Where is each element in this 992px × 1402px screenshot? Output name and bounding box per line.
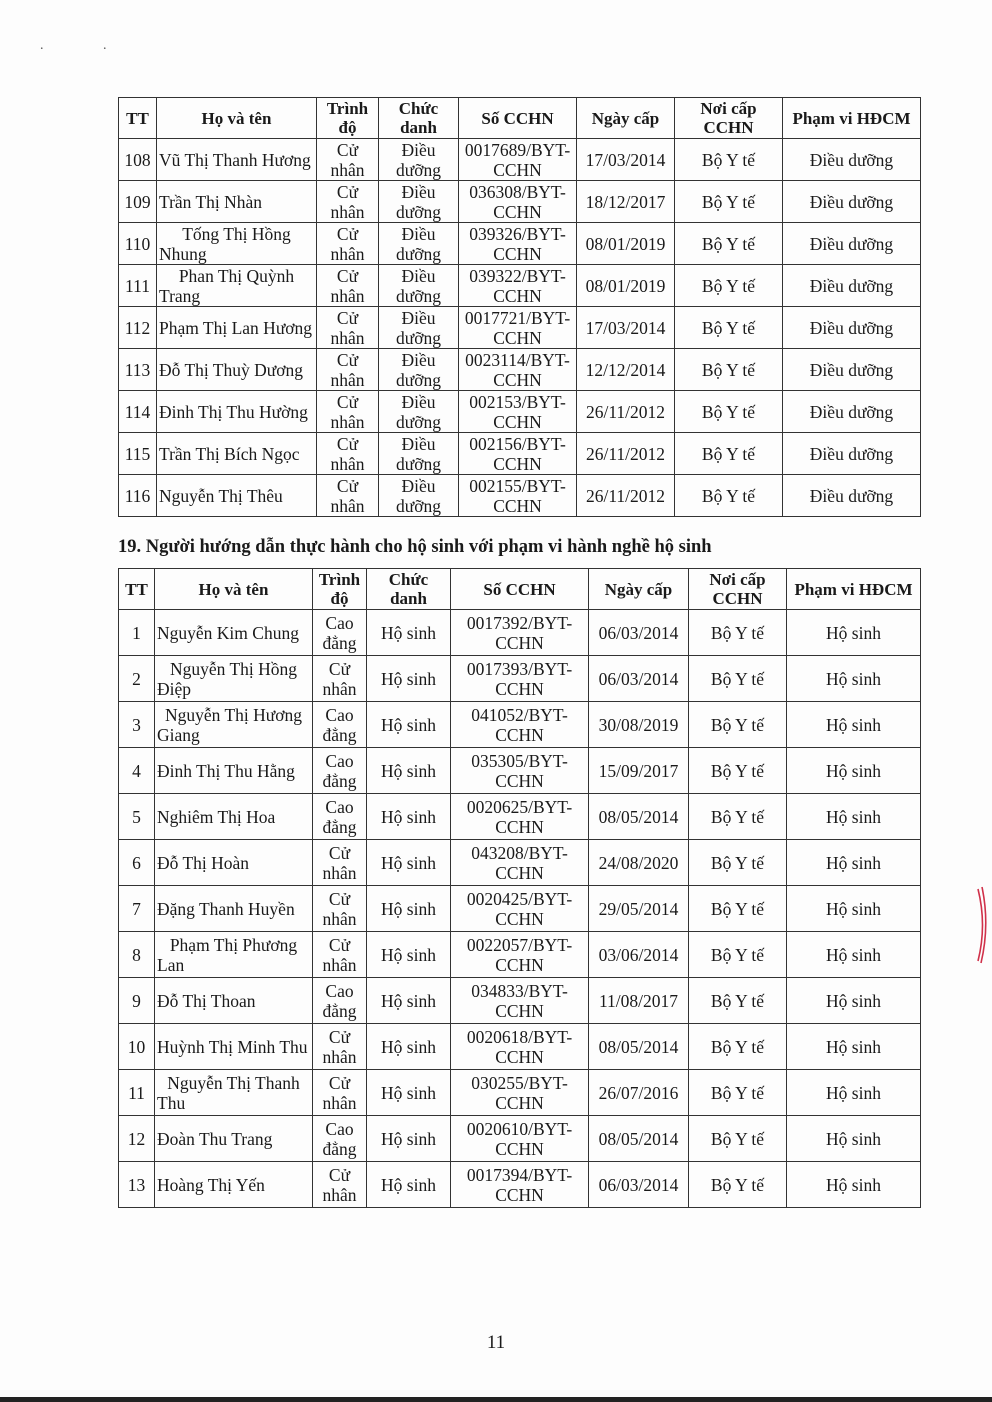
practitioners-table-nursing	[118, 97, 921, 517]
cell-title: Hộ sinh	[367, 748, 451, 794]
cell-tt: 116	[119, 475, 157, 517]
cell-name: Phan Thị Quỳnh Trang	[157, 265, 317, 307]
cell-tt: 3	[119, 702, 155, 748]
cell-date: 06/03/2014	[589, 1162, 689, 1208]
cell-cert: 030255/BYT-CCHN	[451, 1070, 589, 1116]
cell-name: Vũ Thị Thanh Hương	[157, 139, 317, 181]
cell-cert: 0017393/BYT-CCHN	[451, 656, 589, 702]
cell-date: 26/11/2012	[577, 391, 675, 433]
cell-name: Hoàng Thị Yến	[155, 1162, 313, 1208]
cell-scope: Hộ sinh	[787, 702, 921, 748]
cell-level: Cử nhân	[317, 139, 379, 181]
cell-date: 12/12/2014	[577, 349, 675, 391]
col-header-scope: Phạm vi HĐCM	[787, 569, 921, 610]
cell-cert: 041052/BYT-CCHN	[451, 702, 589, 748]
cell-cert: 0020625/BYT-CCHN	[451, 794, 589, 840]
cell-title: Hộ sinh	[367, 702, 451, 748]
cell-scope: Điều dưỡng	[783, 139, 921, 181]
cell-title: Điều dưỡng	[379, 433, 459, 475]
cell-scope: Điều dưỡng	[783, 265, 921, 307]
table-row	[119, 748, 921, 794]
cell-issuer: Bộ Y tế	[689, 748, 787, 794]
cell-scope: Hộ sinh	[787, 978, 921, 1024]
cell-date: 08/01/2019	[577, 223, 675, 265]
cell-tt: 111	[119, 265, 157, 307]
cell-name: Nguyễn Thị Thanh Thu	[155, 1070, 313, 1116]
col-header-tt: TT	[119, 569, 155, 610]
cell-title: Điều dưỡng	[379, 391, 459, 433]
cell-title: Hộ sinh	[367, 794, 451, 840]
cell-level: Cử nhân	[317, 391, 379, 433]
table-row	[119, 932, 921, 978]
cell-name: Trần Thị Bích Ngọc	[157, 433, 317, 475]
table-row	[119, 391, 921, 433]
cell-title: Hộ sinh	[367, 840, 451, 886]
table-row	[119, 1024, 921, 1070]
cell-name: Nguyễn Thị Hồng Điệp	[155, 656, 313, 702]
cell-level: Cử nhân	[313, 840, 367, 886]
cell-scope: Hộ sinh	[787, 932, 921, 978]
cell-name: Nguyễn Thị Hương Giang	[155, 702, 313, 748]
cell-level: Cử nhân	[317, 433, 379, 475]
page-bottom-edge	[0, 1397, 992, 1402]
cell-level: Cử nhân	[313, 656, 367, 702]
cell-title: Điều dưỡng	[379, 475, 459, 517]
cell-level: Cao đẳng	[313, 978, 367, 1024]
cell-issuer: Bộ Y tế	[675, 181, 783, 223]
cell-issuer: Bộ Y tế	[689, 978, 787, 1024]
cell-cert: 0020610/BYT-CCHN	[451, 1116, 589, 1162]
col-header-name: Họ và tên	[155, 569, 313, 610]
cell-title: Hộ sinh	[367, 1024, 451, 1070]
table-header-row	[119, 569, 921, 610]
cell-issuer: Bộ Y tế	[675, 349, 783, 391]
cell-title: Hộ sinh	[367, 656, 451, 702]
cell-tt: 10	[119, 1024, 155, 1070]
cell-date: 11/08/2017	[589, 978, 689, 1024]
cell-cert: 0020618/BYT-CCHN	[451, 1024, 589, 1070]
cell-scope: Hộ sinh	[787, 794, 921, 840]
cell-date: 26/07/2016	[589, 1070, 689, 1116]
cell-level: Cao đẳng	[313, 610, 367, 656]
cell-scope: Hộ sinh	[787, 1162, 921, 1208]
cell-name: Trần Thị Nhàn	[157, 181, 317, 223]
cell-tt: 109	[119, 181, 157, 223]
cell-level: Cử nhân	[317, 349, 379, 391]
cell-tt: 9	[119, 978, 155, 1024]
cell-name: Đỗ Thị Thuỳ Dương	[157, 349, 317, 391]
cell-tt: 13	[119, 1162, 155, 1208]
col-header-name: Họ và tên	[157, 98, 317, 139]
cell-scope: Hộ sinh	[787, 1070, 921, 1116]
col-header-date: Ngày cấp	[577, 98, 675, 139]
table-header-row	[119, 98, 921, 139]
table-row	[119, 1116, 921, 1162]
cell-issuer: Bộ Y tế	[675, 391, 783, 433]
table-row	[119, 656, 921, 702]
cell-date: 03/06/2014	[589, 932, 689, 978]
cell-scope: Điều dưỡng	[783, 391, 921, 433]
cell-issuer: Bộ Y tế	[689, 886, 787, 932]
table-row	[119, 1162, 921, 1208]
cell-cert: 0017394/BYT-CCHN	[451, 1162, 589, 1208]
table-row	[119, 433, 921, 475]
cell-cert: 0017689/BYT-CCHN	[459, 139, 577, 181]
col-header-level: Trình độ	[317, 98, 379, 139]
cell-tt: 112	[119, 307, 157, 349]
cell-name: Đỗ Thị Thoan	[155, 978, 313, 1024]
cell-issuer: Bộ Y tế	[675, 139, 783, 181]
table-row	[119, 794, 921, 840]
cell-name: Đặng Thanh Huyền	[155, 886, 313, 932]
table-row	[119, 1070, 921, 1116]
cell-scope: Hộ sinh	[787, 886, 921, 932]
cell-name: Huỳnh Thị Minh Thu	[155, 1024, 313, 1070]
cell-scope: Hộ sinh	[787, 1024, 921, 1070]
practitioners-table-midwifery	[118, 568, 921, 1208]
cell-date: 30/08/2019	[589, 702, 689, 748]
cell-date: 18/12/2017	[577, 181, 675, 223]
cell-name: Nghiêm Thị Hoa	[155, 794, 313, 840]
cell-tt: 108	[119, 139, 157, 181]
cell-date: 06/03/2014	[589, 656, 689, 702]
cell-scope: Điều dưỡng	[783, 223, 921, 265]
cell-cert: 0017392/BYT-CCHN	[451, 610, 589, 656]
cell-title: Hộ sinh	[367, 886, 451, 932]
table-row	[119, 702, 921, 748]
cell-title: Hộ sinh	[367, 1116, 451, 1162]
cell-scope: Điều dưỡng	[783, 433, 921, 475]
cell-cert: 043208/BYT-CCHN	[451, 840, 589, 886]
cell-date: 26/11/2012	[577, 433, 675, 475]
cell-cert: 0023114/BYT-CCHN	[459, 349, 577, 391]
table-row	[119, 610, 921, 656]
col-header-tt: TT	[119, 98, 157, 139]
cell-cert: 0022057/BYT-CCHN	[451, 932, 589, 978]
cell-cert: 034833/BYT-CCHN	[451, 978, 589, 1024]
cell-name: Đinh Thị Thu Hường	[157, 391, 317, 433]
col-header-cert: Số CCHN	[459, 98, 577, 139]
table-row	[119, 978, 921, 1024]
cell-level: Cao đẳng	[313, 748, 367, 794]
col-header-issuer: Nơi cấp CCHN	[675, 98, 783, 139]
table-row	[119, 265, 921, 307]
cell-cert: 0020425/BYT-CCHN	[451, 886, 589, 932]
cell-level: Cao đẳng	[313, 702, 367, 748]
cell-title: Hộ sinh	[367, 610, 451, 656]
cell-title: Điều dưỡng	[379, 139, 459, 181]
table-row	[119, 307, 921, 349]
cell-cert: 039326/BYT-CCHN	[459, 223, 577, 265]
cell-date: 06/03/2014	[589, 610, 689, 656]
cell-tt: 110	[119, 223, 157, 265]
cell-tt: 12	[119, 1116, 155, 1162]
cell-issuer: Bộ Y tế	[689, 1024, 787, 1070]
cell-date: 08/01/2019	[577, 265, 675, 307]
cell-name: Đoàn Thu Trang	[155, 1116, 313, 1162]
cell-tt: 114	[119, 391, 157, 433]
cell-issuer: Bộ Y tế	[675, 475, 783, 517]
cell-title: Hộ sinh	[367, 978, 451, 1024]
cell-name: Nguyễn Thị Thêu	[157, 475, 317, 517]
cell-date: 26/11/2012	[577, 475, 675, 517]
cell-scope: Điều dưỡng	[783, 307, 921, 349]
col-header-title: Chức danh	[379, 98, 459, 139]
cell-level: Cử nhân	[313, 932, 367, 978]
cell-title: Hộ sinh	[367, 932, 451, 978]
cell-name: Phạm Thị Lan Hương	[157, 307, 317, 349]
table-row	[119, 475, 921, 517]
cell-date: 17/03/2014	[577, 307, 675, 349]
cell-title: Điều dưỡng	[379, 223, 459, 265]
cell-tt: 1	[119, 610, 155, 656]
table-row	[119, 840, 921, 886]
table-row	[119, 139, 921, 181]
corner-marks: . .	[40, 38, 135, 53]
cell-scope: Hộ sinh	[787, 1116, 921, 1162]
cell-level: Cao đẳng	[313, 1116, 367, 1162]
page-number: 11	[486, 1332, 506, 1353]
cell-cert: 036308/BYT-CCHN	[459, 181, 577, 223]
cell-level: Cử nhân	[317, 307, 379, 349]
cell-tt: 113	[119, 349, 157, 391]
cell-scope: Hộ sinh	[787, 748, 921, 794]
col-header-scope: Phạm vi HĐCM	[783, 98, 921, 139]
table-row	[119, 349, 921, 391]
col-header-date: Ngày cấp	[589, 569, 689, 610]
cell-issuer: Bộ Y tế	[675, 223, 783, 265]
cell-title: Hộ sinh	[367, 1162, 451, 1208]
cell-issuer: Bộ Y tế	[689, 1116, 787, 1162]
cell-scope: Hộ sinh	[787, 656, 921, 702]
cell-date: 08/05/2014	[589, 794, 689, 840]
cell-level: Cử nhân	[317, 265, 379, 307]
cell-tt: 8	[119, 932, 155, 978]
cell-date: 08/05/2014	[589, 1116, 689, 1162]
cell-issuer: Bộ Y tế	[675, 433, 783, 475]
cell-title: Điều dưỡng	[379, 265, 459, 307]
cell-cert: 039322/BYT-CCHN	[459, 265, 577, 307]
cell-title: Điều dưỡng	[379, 307, 459, 349]
cell-issuer: Bộ Y tế	[675, 265, 783, 307]
cell-tt: 11	[119, 1070, 155, 1116]
cell-date: 08/05/2014	[589, 1024, 689, 1070]
cell-issuer: Bộ Y tế	[689, 656, 787, 702]
cell-scope: Hộ sinh	[787, 610, 921, 656]
cell-tt: 7	[119, 886, 155, 932]
cell-cert: 002156/BYT-CCHN	[459, 433, 577, 475]
table-row	[119, 181, 921, 223]
cell-level: Cử nhân	[313, 1162, 367, 1208]
cell-tt: 5	[119, 794, 155, 840]
cell-scope: Hộ sinh	[787, 840, 921, 886]
cell-date: 29/05/2014	[589, 886, 689, 932]
col-header-cert: Số CCHN	[451, 569, 589, 610]
cell-issuer: Bộ Y tế	[689, 840, 787, 886]
cell-cert: 002155/BYT-CCHN	[459, 475, 577, 517]
cell-scope: Điều dưỡng	[783, 181, 921, 223]
cell-cert: 002153/BYT-CCHN	[459, 391, 577, 433]
cell-issuer: Bộ Y tế	[689, 794, 787, 840]
cell-name: Tống Thị Hồng Nhung	[157, 223, 317, 265]
cell-level: Cử nhân	[313, 886, 367, 932]
section-heading-19: 19. Người hướng dẫn thực hành cho hộ sinh với phạm vi hành nghề hộ sinh	[118, 537, 712, 557]
cell-issuer: Bộ Y tế	[689, 702, 787, 748]
cell-level: Cử nhân	[317, 475, 379, 517]
cell-level: Cử nhân	[313, 1024, 367, 1070]
col-header-title: Chức danh	[367, 569, 451, 610]
cell-issuer: Bộ Y tế	[689, 1162, 787, 1208]
cell-title: Điều dưỡng	[379, 349, 459, 391]
col-header-level: Trình độ	[313, 569, 367, 610]
cell-cert: 035305/BYT-CCHN	[451, 748, 589, 794]
table-row	[119, 223, 921, 265]
binding-stamp-mark	[975, 885, 989, 965]
cell-tt: 115	[119, 433, 157, 475]
cell-name: Phạm Thị Phương Lan	[155, 932, 313, 978]
col-header-issuer: Nơi cấp CCHN	[689, 569, 787, 610]
cell-name: Nguyễn Kim Chung	[155, 610, 313, 656]
cell-issuer: Bộ Y tế	[675, 307, 783, 349]
cell-level: Cao đẳng	[313, 794, 367, 840]
cell-name: Đỗ Thị Hoàn	[155, 840, 313, 886]
cell-issuer: Bộ Y tế	[689, 932, 787, 978]
cell-tt: 6	[119, 840, 155, 886]
cell-cert: 0017721/BYT-CCHN	[459, 307, 577, 349]
cell-issuer: Bộ Y tế	[689, 610, 787, 656]
cell-scope: Điều dưỡng	[783, 349, 921, 391]
cell-scope: Điều dưỡng	[783, 475, 921, 517]
cell-level: Cử nhân	[317, 223, 379, 265]
cell-date: 24/08/2020	[589, 840, 689, 886]
table-row	[119, 886, 921, 932]
cell-level: Cử nhân	[313, 1070, 367, 1116]
cell-name: Đinh Thị Thu Hằng	[155, 748, 313, 794]
cell-tt: 4	[119, 748, 155, 794]
cell-title: Điều dưỡng	[379, 181, 459, 223]
cell-date: 17/03/2014	[577, 139, 675, 181]
cell-title: Hộ sinh	[367, 1070, 451, 1116]
cell-issuer: Bộ Y tế	[689, 1070, 787, 1116]
cell-date: 15/09/2017	[589, 748, 689, 794]
cell-level: Cử nhân	[317, 181, 379, 223]
cell-tt: 2	[119, 656, 155, 702]
